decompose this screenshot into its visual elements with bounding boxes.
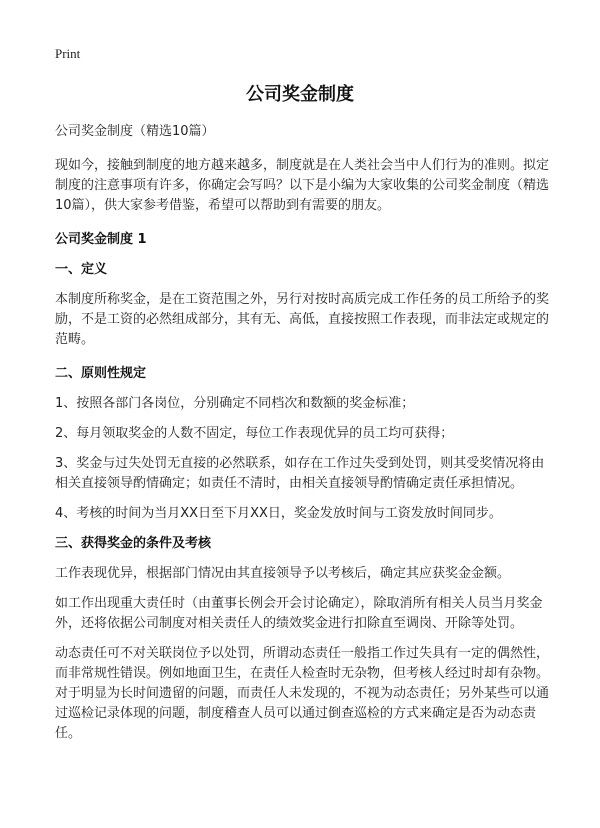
- rule-item: 4、考核的时间为当月XX日至下月XX日，奖金发放时间与工资发放时间同步。: [55, 506, 502, 521]
- rule-item: 1、按照各部门各岗位，分别确定不同档次和数额的奖金标准；: [55, 396, 415, 411]
- condition-paragraph: 如工作出现重大责任时（由董事长例会开会讨论确定），除取消所有相关人员当月奖金外，还将依据公司制度对相关责任人的绩效奖金进行扣除直至调岗、开除等处罚。: [55, 596, 543, 631]
- intro-paragraph: 现如今，接触到制度的地方越来越多，制度就是在人类社会当中人们行为的准则。拟定制度的注意事项有许多，你确定会写吗？以下是小编为大家收集的公司奖金制度（精选10篇），供大家参考借鉴，希望可以帮助到有需要的朋友。: [55, 158, 550, 213]
- doc-subtitle: 公司奖金制度（精选10篇）: [55, 124, 215, 139]
- heading-principles: 二、原则性规定: [55, 366, 147, 381]
- rule-item: 2、每月领取奖金的人数不固定，每位工作表现优异的员工均可获得；: [55, 426, 454, 441]
- definition-paragraph: 本制度所称奖金，是在工资范围之外，另行对按时高质完成工作任务的员工所给予的奖励，不是工资的必然组成部分，其有无、高低，直接按照工作表现，而非法定或规定的范畴。: [55, 292, 550, 347]
- heading-conditions: 三、获得奖金的条件及考核: [55, 536, 212, 551]
- condition-paragraph: 动态责任可不对关联岗位予以处罚，所谓动态责任一般指工作过失具有一定的偶然性，而非常规性错误。例如地面卫生，在责任人检查时无杂物，但考核人经过时却有杂物。对于明显为长时间遗留的问题，而责任人未发现的，不视为动态责任；另外某些可以通过巡检记录体现的问题，制度稽查人员可以通过倒查巡检的方式来确定是否为动态责任。: [55, 646, 550, 741]
- condition-paragraph: 工作表现优异，根据部门情况由其直接领导予以考核后，确定其应获奖金金额。: [55, 566, 511, 581]
- document-body: [55, 122, 555, 754]
- section-title: 公司奖金制度 1: [55, 232, 147, 247]
- page-title: 公司奖金制度: [246, 84, 354, 105]
- heading-definition: 一、定义: [55, 262, 108, 277]
- print-label: Print: [55, 46, 81, 61]
- rule-item: 3、奖金与过失处罚无直接的必然联系，如存在工作过失受到处罚，则其受奖情况将由相关直接领导酌情确定；如责任不清时，由相关直接领导酌情确定责任承担情况。: [55, 456, 545, 491]
